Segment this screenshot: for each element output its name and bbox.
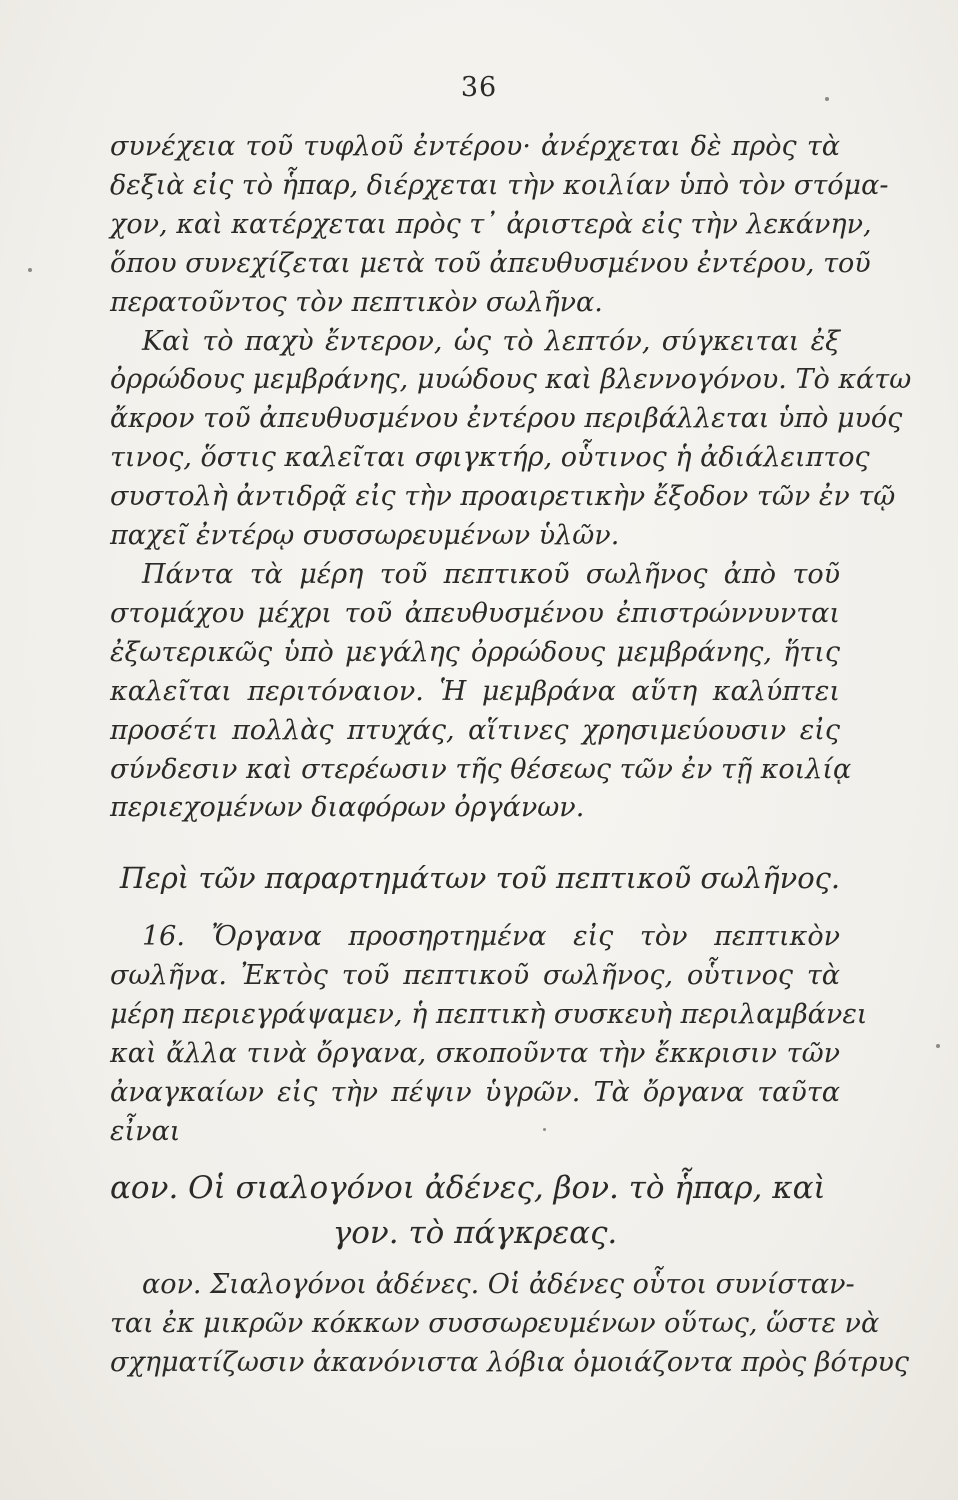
text-line: ἐξωτερικῶς ὑπὸ μεγάλης ὀρρώδους μεμβράνης, ἥτις (110, 636, 840, 668)
text-line: σωλῆνα. Ἐκτὸς τοῦ πεπτικοῦ σωλῆνος, οὗτινος τὰ (110, 959, 840, 991)
subheading-line: γον. τὸ πάγκρεας. (332, 1215, 618, 1251)
text-line: προσέτι πολλὰς πτυχάς, αἵτινες χρησιμεύουσιν εἰς (110, 714, 840, 746)
text-line: ἄκρον τοῦ ἀπευθυσμένου ἐντέρου περιβάλλεται ὑπὸ μυός (110, 403, 903, 435)
paper-speck (28, 268, 32, 272)
text-line: δεξιὰ εἰς τὸ ἧπαρ, διέρχεται τὴν κοιλίαν ὑπὸ τὸν στόμα- (110, 169, 889, 201)
text-line: καὶ ἄλλα τινὰ ὄργανα, σκοποῦντα τὴν ἔκκρισιν τῶν (110, 1037, 840, 1069)
text-line: 16. Ὄργανα προσηρτημένα εἰς τὸν πεπτικὸν (142, 921, 840, 952)
text-line: σύνδεσιν καὶ στερέωσιν τῆς θέσεως τῶν ἐν τῇ κοιλίᾳ (110, 753, 852, 785)
paper-speck (825, 97, 829, 101)
text-line: παχεῖ ἐντέρῳ συσσωρευμένων ὑλῶν. (110, 520, 620, 552)
section-heading: Περὶ τῶν παραρτημάτων τοῦ πεπτικοῦ σωλῆνος. (119, 861, 841, 895)
subsection-heading (110, 1166, 840, 1256)
text-line: σχηματίζωσιν ἀκανόνιστα λόβια ὁμοιάζοντα πρὸς βότρυς (110, 1346, 910, 1378)
subheading-line: αον. Οἱ σιαλογόνοι ἀδένες, βον. τὸ ἧπαρ, καὶ (110, 1170, 826, 1206)
paragraph-salivary (110, 1266, 910, 1383)
text-line: στομάχου μέχρι τοῦ ἀπευθυσμένου ἐπιστρώννυνται (110, 597, 840, 629)
paper-speck (936, 1044, 940, 1048)
text-line: ται ἐκ μικρῶν κόκκων συσσωρευμένων οὕτως, ὥστε νὰ (110, 1307, 880, 1339)
text-line: καλεῖται περιτόναιον. Ἡ μεμβράνα αὕτη καλύπτει (110, 675, 840, 707)
text-line: τινος, ὅστις καλεῖται σφιγκτήρ, οὗτινος ἡ ἀδιάλειπτος (110, 442, 870, 474)
text-line: περατοῦντος τὸν πεπτικὸν σωλῆνα. (110, 286, 603, 318)
paragraph-continuation (110, 128, 912, 828)
text-line: ἀναγκαίων εἰς τὴν πέψιν ὑγρῶν. Τὰ ὄργανα ταῦτα (110, 1076, 840, 1108)
text-line: ὅπου συνεχίζεται μετὰ τοῦ ἀπευθυσμένου ἐντέρου, τοῦ (110, 247, 871, 279)
text-line: Καὶ τὸ παχὺ ἔντερον, ὡς τὸ λεπτόν, σύγκειται ἐξ (142, 325, 840, 357)
paragraph-organs (110, 918, 868, 1151)
text-line: περιεχομένων διαφόρων ὀργάνων. (110, 792, 585, 824)
text-line: εἶναι (110, 1115, 181, 1147)
text-line: συστολὴ ἀντιδρᾷ εἰς τὴν προαιρετικὴν ἔξοδον τῶν ἐν τῷ (110, 481, 896, 513)
paper-speck (543, 1128, 546, 1131)
text-line: συνέχεια τοῦ τυφλοῦ ἐντέρου· ἀνέρχεται δὲ πρὸς τὰ (110, 131, 840, 162)
text-line: Πάντα τὰ μέρη τοῦ πεπτικοῦ σωλῆνος ἀπὸ τοῦ (142, 558, 840, 590)
text-line: μέρη περιεγράψαμεν, ἡ πεπτικὴ συσκευὴ περιλαμβάνει (110, 998, 868, 1030)
text-line: χον, καὶ κατέρχεται πρὸς τ᾽ ἀριστερὰ εἰς τὴν λεκάνην, (110, 208, 872, 240)
page-number: 36 (460, 72, 498, 103)
text-line: ὀρρώδους μεμβράνης, μυώδους καὶ βλεννογόνου. Τὸ κάτω (110, 364, 912, 396)
text-line: αον. Σιαλογόνοι ἀδένες. Οἱ ἀδένες οὗτοι συνίσταν- (142, 1269, 855, 1300)
